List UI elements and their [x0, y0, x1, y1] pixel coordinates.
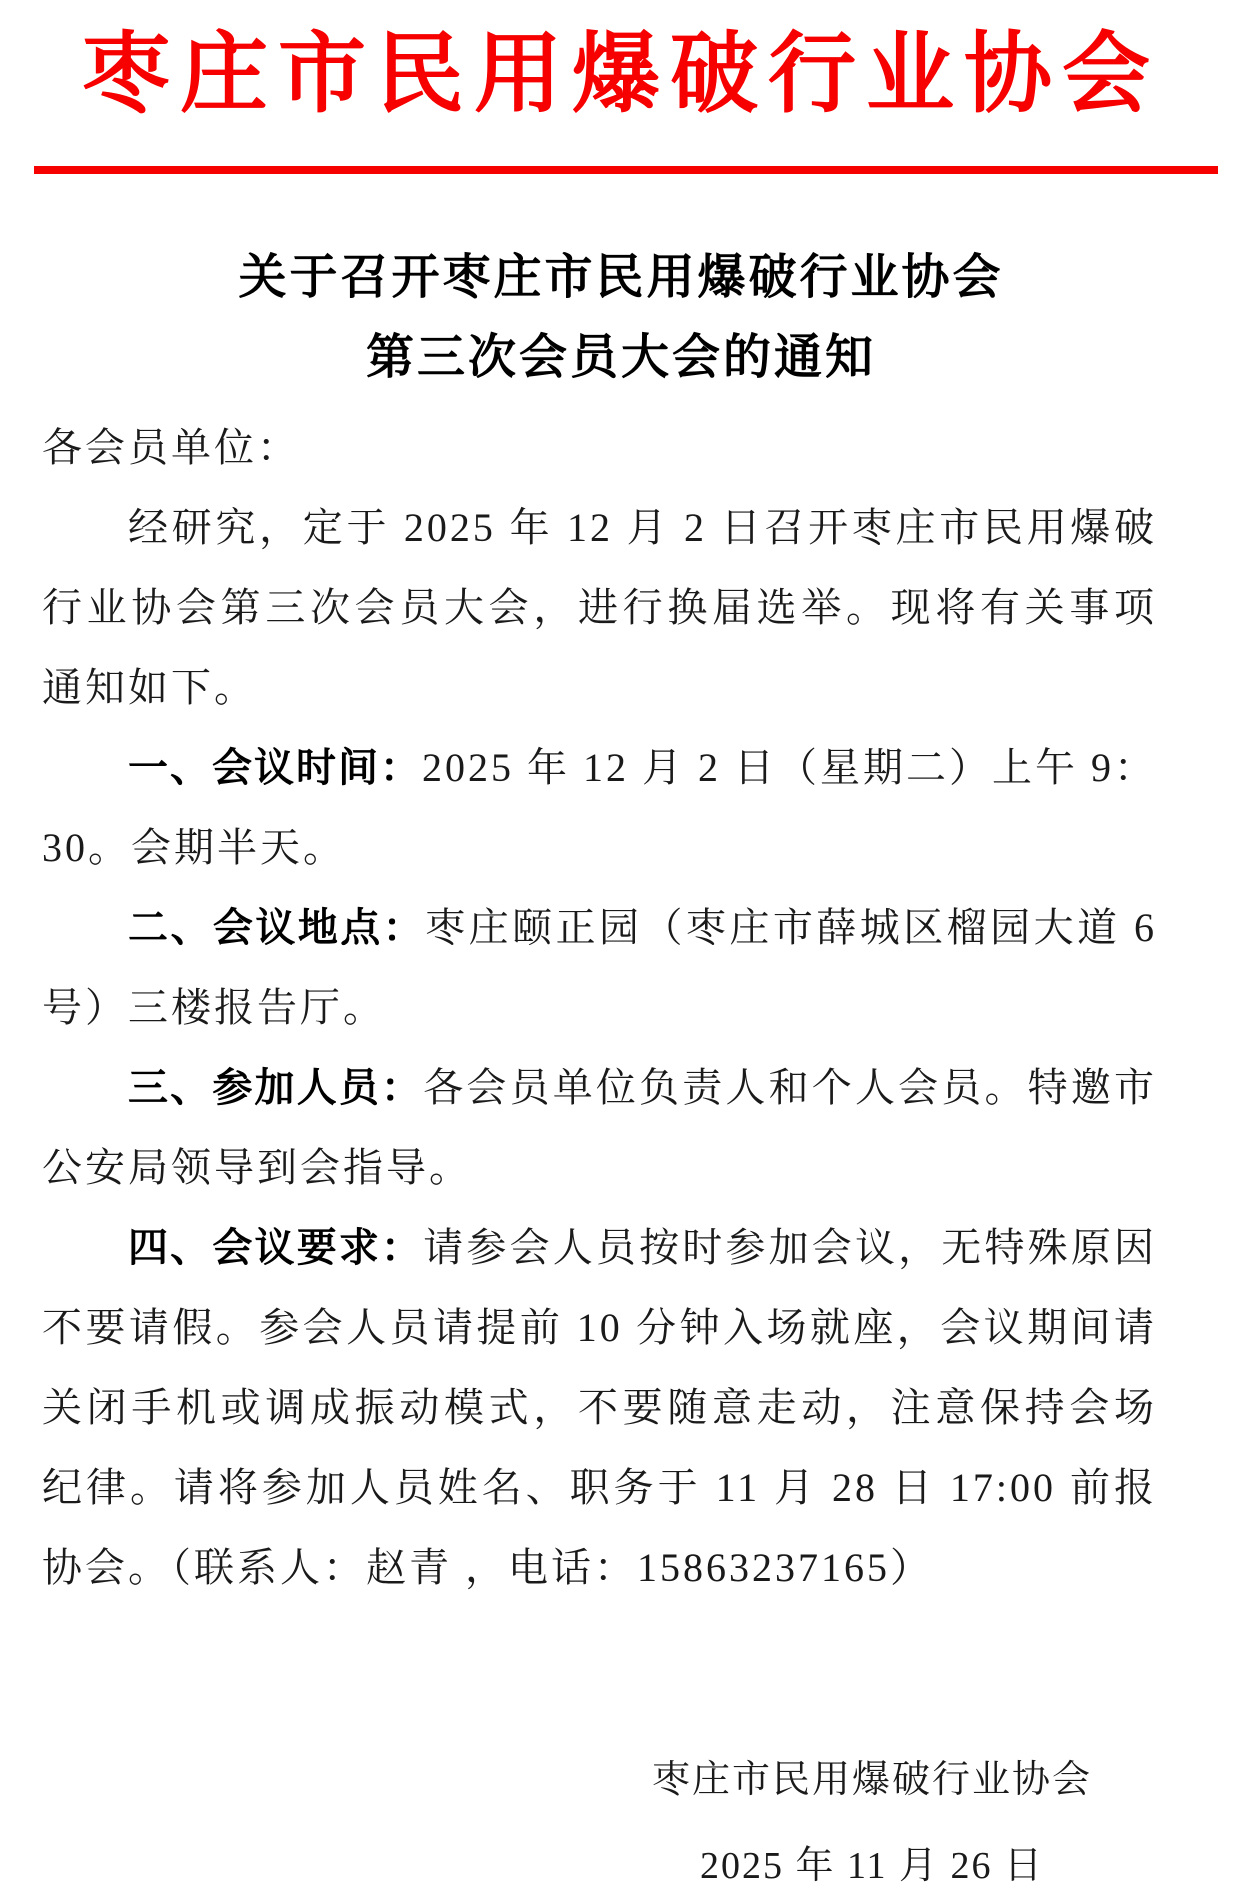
item-participants: [42, 1048, 1157, 1208]
item-meeting-time: [42, 728, 1157, 888]
notice-title-line1: 关于召开枣庄市民用爆破行业协会: [238, 251, 1004, 304]
item-requirements-text: 请参会人员按时参加会议，无特殊原因不要请假。参会人员请提前 10 分钟入场就座，会议期间请关闭手机或调成振动模式，不要随意走动，注意保持会场纪律。请将参加人员姓名、职务于 11 月 28 日 17:00 前报协会。（联系人：赵青 ，电话：15863237165）: [42, 1225, 1158, 1590]
item-participants-label: 三、参加人员：: [128, 1066, 424, 1110]
letterhead-org-name: 枣庄市民用爆破行业协会: [81, 27, 1160, 124]
notice-title-line2: 第三次会员大会的通知: [365, 331, 876, 384]
notice-body: [42, 408, 1157, 1608]
item-meeting-place: [42, 888, 1157, 1048]
letterhead-divider: [34, 166, 1218, 174]
signature-date: 2025 年 11 月 26 日: [699, 1845, 1045, 1887]
item-participants-text: 各会员单位负责人和个人会员。特邀市公安局领导到会指导。: [42, 1065, 1158, 1190]
item-meeting-time-label: 一、会议时间：: [128, 746, 422, 790]
item-meeting-place-label: 二、会议地点：: [128, 906, 426, 950]
item-meeting-time-text: 2025 年 12 月 2 日（星期二）上午 9：30。会期半天。: [42, 745, 1157, 870]
item-requirements-label: 四、会议要求：: [128, 1226, 424, 1270]
signature-org-name: 枣庄市民用爆破行业协会: [651, 1759, 1092, 1801]
signature-block: [652, 1748, 1092, 1898]
notice-title: [0, 238, 1242, 398]
intro-paragraph: 经研究，定于 2025 年 12 月 2 日召开枣庄市民用爆破行业协会第三次会员大会，进行换届选举。现将有关事项通知如下。: [42, 505, 1157, 710]
item-requirements: [42, 1208, 1157, 1608]
salutation: 各会员单位：: [42, 425, 300, 470]
item-meeting-place-text: 枣庄颐正园（枣庄市薛城区榴园大道 6 号）三楼报告厅。: [42, 905, 1158, 1030]
notice-page: [0, 16, 1242, 1887]
